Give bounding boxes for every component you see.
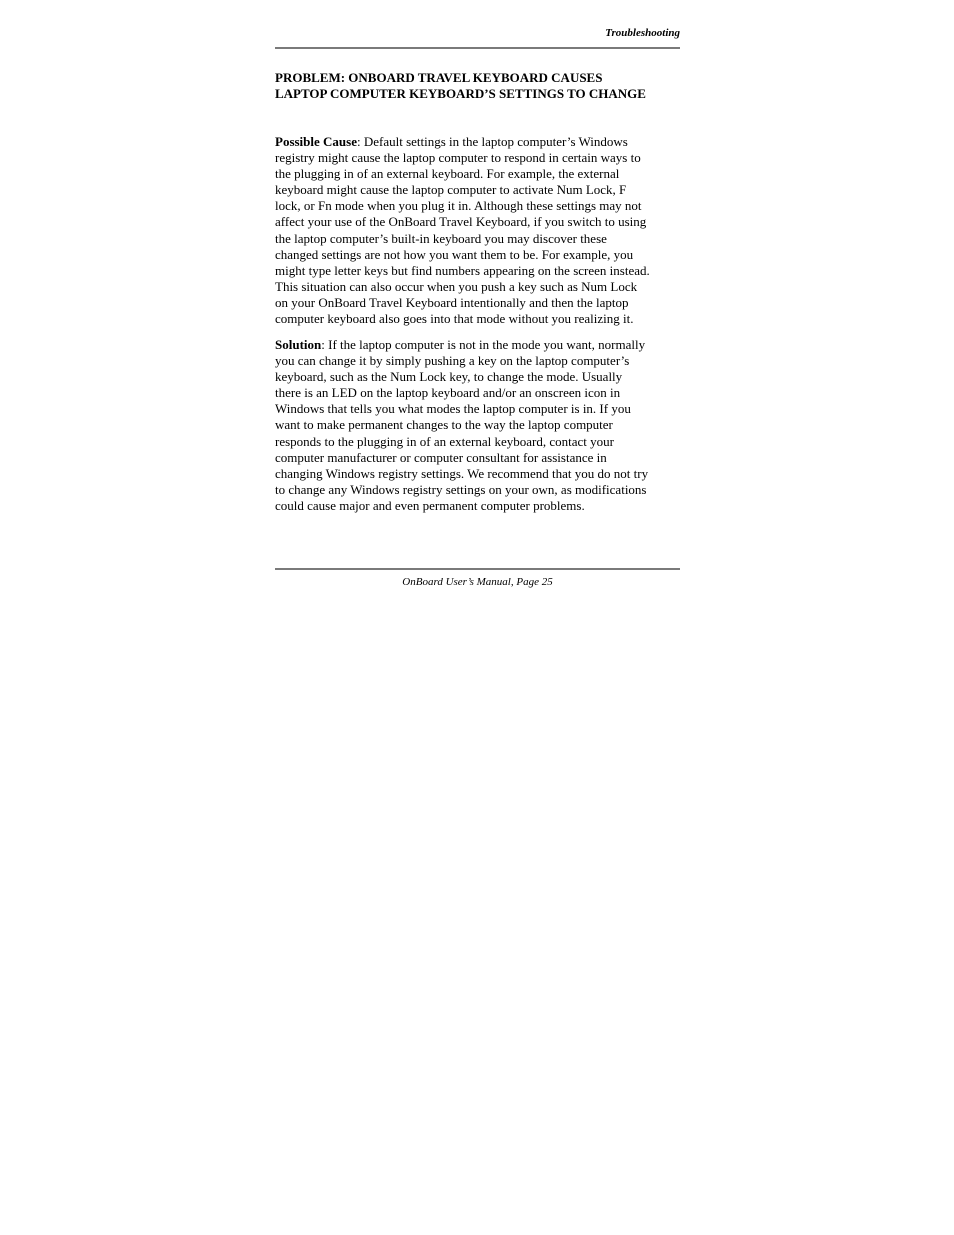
- paragraph-line: lock, or Fn mode when you plug it in. Although these settings may not: [275, 198, 642, 214]
- paragraph-text: : Default settings in the laptop computer’s Windows: [356, 134, 628, 149]
- paragraph-line: could cause major and even permanent computer problems.: [275, 497, 585, 513]
- paragraph-line: keyboard might cause the laptop computer to activate Num Lock, F: [275, 182, 627, 198]
- paragraph-line: keyboard, such as the Num Lock key, to change the mode. Usually: [275, 369, 623, 385]
- paragraph-line: computer manufacturer or computer consultant for assistance in: [275, 449, 607, 465]
- paragraph-text: : If the laptop computer is not in the mode you want, normally: [321, 337, 646, 352]
- paragraph-line: on your OnBoard Travel Keyboard intentionally and then the laptop: [275, 294, 629, 310]
- paragraph-line: [275, 134, 680, 150]
- paragraph-line: want to make permanent changes to the way the laptop computer: [275, 417, 613, 433]
- problem-heading-line: LAPTOP COMPUTER KEYBOARD’S SETTINGS TO CHANGE: [275, 86, 646, 101]
- problem-heading: [275, 70, 680, 102]
- paragraph-line: registry might cause the laptop computer to respond in certain ways to: [275, 150, 641, 166]
- problem-heading-line: PROBLEM: ONBOARD TRAVEL KEYBOARD CAUSES: [275, 70, 603, 85]
- paragraph-line: [275, 337, 680, 353]
- possible-cause-paragraph: [275, 134, 680, 327]
- solution-label: Solution: [275, 337, 322, 352]
- paragraph-line: responds to the plugging in of an external keyboard, contact your: [275, 433, 614, 449]
- paragraph-line: changing Windows registry settings. We recommend that you do not try: [275, 465, 649, 481]
- running-footer: OnBoard User’s Manual, Page 25: [402, 576, 553, 588]
- paragraph-line: affect your use of the OnBoard Travel Keyboard, if you switch to using: [275, 214, 647, 230]
- running-header: Troubleshooting: [605, 27, 680, 39]
- paragraph-line: you can change it by simply pushing a key on the laptop computer’s: [275, 353, 630, 369]
- footer-rule: [275, 568, 680, 570]
- paragraph-line: there is an LED on the laptop keyboard and/or an onscreen icon in: [275, 385, 621, 401]
- paragraph-line: computer keyboard also goes into that mode without you realizing it.: [275, 311, 634, 327]
- paragraph-line: the laptop computer’s built-in keyboard you may discover these: [275, 230, 607, 246]
- paragraph-line: Windows that tells you what modes the laptop computer is in. If you: [275, 401, 631, 417]
- paragraph-line: the plugging in of an external keyboard. For example, the external: [275, 166, 620, 182]
- solution-paragraph: [275, 337, 680, 514]
- paragraph-line: This situation can also occur when you push a key such as Num Lock: [275, 278, 638, 294]
- paragraph-line: to change any Windows registry settings on your own, as modifications: [275, 481, 647, 497]
- header-rule: [275, 47, 680, 49]
- paragraph-line: changed settings are not how you want them to be. For example, you: [275, 246, 634, 262]
- paragraph-line: might type letter keys but find numbers appearing on the screen instead.: [275, 262, 650, 278]
- possible-cause-label: Possible Cause: [275, 134, 357, 149]
